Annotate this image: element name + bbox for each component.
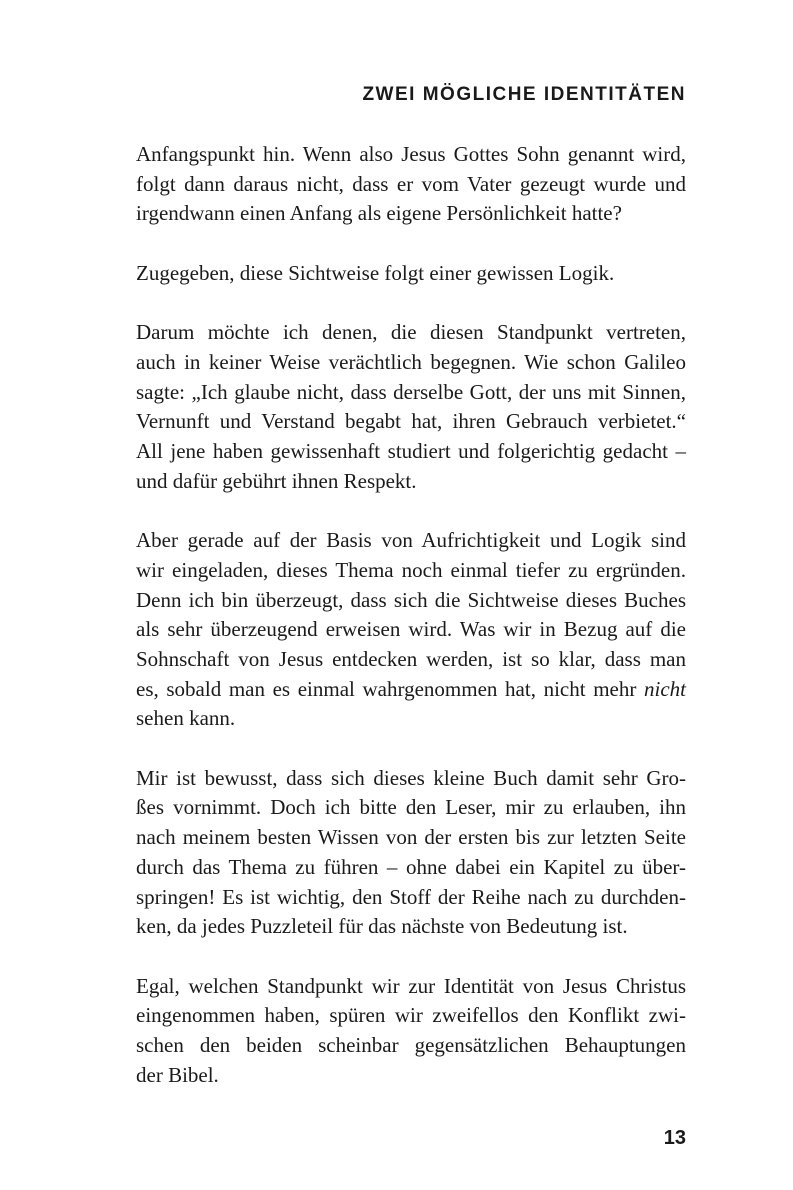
text-line: ßes vornimmt. Doch ich bitte den Leser, mir zu erlauben, ihn: [136, 795, 686, 820]
text-line: als sehr überzeugend erweisen wird. Was wir in Bezug auf die: [136, 617, 686, 642]
text-line: Darum möchte ich denen, die diesen Standpunkt vertreten,: [136, 320, 686, 345]
paragraph-4: [136, 526, 686, 734]
text-line: und dafür gebührt ihnen Respekt.: [136, 468, 417, 493]
paragraph-6: [136, 972, 686, 1091]
text-line: Denn ich bin überzeugt, dass sich die Sichtweise dieses Buches: [136, 587, 686, 612]
text-line: der Bibel.: [136, 1062, 219, 1087]
paragraph-5: [136, 764, 686, 942]
text-line: Sohnschaft von Jesus entdecken werden, ist so klar, dass man: [136, 646, 686, 671]
body-text: [136, 140, 686, 1120]
text-line: Mir ist bewusst, dass sich dieses kleine Buch damit sehr Gro-: [136, 765, 686, 790]
text-line: Zugegeben, diese Sichtweise folgt einer gewissen Logik.: [136, 260, 615, 285]
text-line: springen! Es ist wichtig, den Stoff der Reihe nach zu durchden-: [136, 884, 686, 909]
text-line: Anfangspunkt hin. Wenn also Jesus Gottes Sohn genannt wird,: [136, 142, 686, 166]
text-line: sehen kann.: [136, 706, 236, 731]
text-line: Vernunft und Verstand begabt hat, ihren Gebrauch verbietet.“: [136, 409, 686, 434]
text-segment: es, sobald man es einmal wahrgenommen hat, nicht mehr: [136, 676, 644, 701]
text-line: eingenommen haben, spüren wir zweifellos den Konflikt zwi-: [136, 1003, 686, 1028]
text-line: schen den beiden scheinbar gegensätzlichen Behauptungen: [136, 1033, 686, 1058]
text-line: irgendwann einen Anfang als eigene Persönlichkeit hatte?: [136, 201, 622, 226]
page-number: 13: [663, 1127, 686, 1149]
text-line: durch das Thema zu führen – ohne dabei ein Kapitel zu über-: [136, 854, 686, 879]
running-head: ZWEI MÖGLICHE IDENTITÄTEN: [362, 84, 686, 105]
text-line: auch in keiner Weise verächtlich begegnen. Wie schon Galileo: [136, 349, 686, 374]
text-line-with-italic: [136, 675, 686, 705]
paragraph-3: [136, 318, 686, 496]
text-line: folgt dann daraus nicht, dass er vom Vater gezeugt wurde und: [136, 171, 686, 196]
text-line: All jene haben gewissenhaft studiert und folgerichtig gedacht –: [136, 439, 686, 463]
paragraph-2: [136, 259, 686, 289]
text-line: wir eingeladen, dieses Thema noch einmal tiefer zu ergründen.: [136, 557, 686, 582]
text-line: Aber gerade auf der Basis von Aufrichtigkeit und Logik sind: [136, 528, 686, 553]
text-line: nach meinem besten Wissen von der ersten bis zur letzten Seite: [136, 825, 686, 850]
text-line: sagte: „Ich glaube nicht, dass derselbe Gott, der uns mit Sinnen,: [136, 379, 686, 404]
paragraph-1: [136, 140, 686, 229]
text-line: Egal, welchen Standpunkt wir zur Identität von Jesus Christus: [136, 973, 686, 998]
italic-emphasis: nicht: [644, 676, 686, 701]
text-line: ken, da jedes Puzzleteil für das nächste von Bedeutung ist.: [136, 914, 628, 939]
